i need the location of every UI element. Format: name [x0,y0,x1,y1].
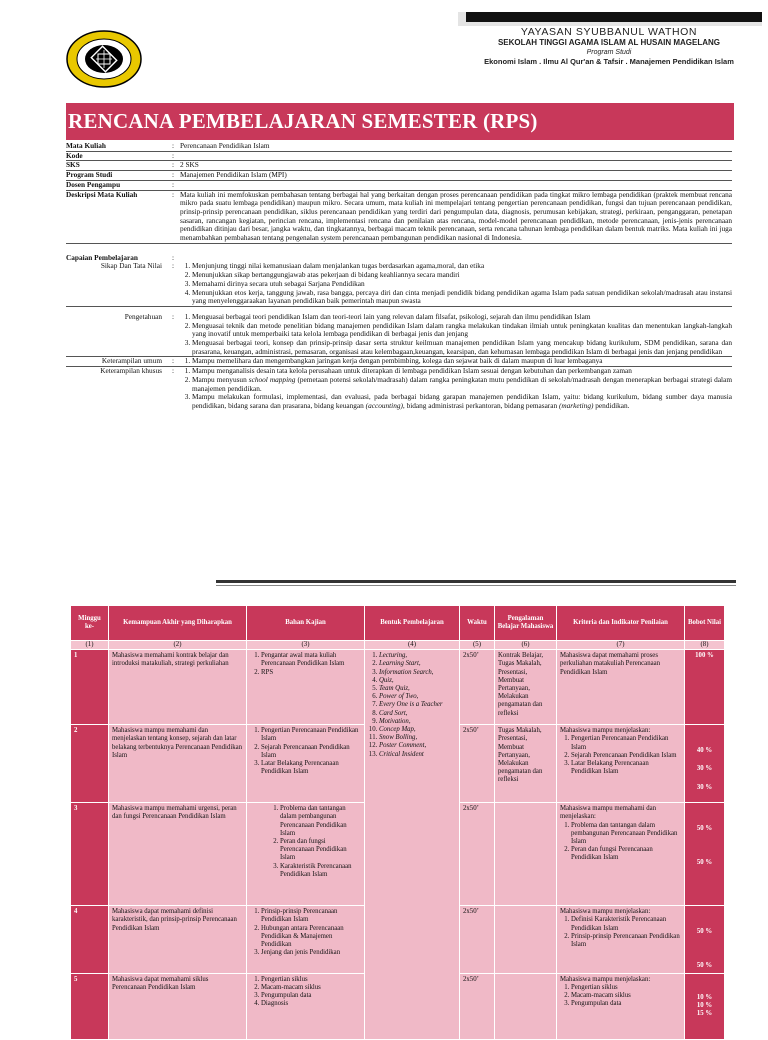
info-row-kode: Kode : [66,152,732,162]
list-item: 3. Jenjang dan jenis Pendidikan [261,949,361,957]
info-row-mata-kuliah: Mata Kuliah : Perencanaan Pendidikan Islam [66,142,732,152]
bobot-cell [685,650,725,725]
list-item [379,701,456,709]
kemampuan-cell: Mahasiswa mampu memahami dan menjelaskan tentang konsep, sejarah dan latar belakang terbentuknya Perencanaan Pendidikan Islam [109,725,247,803]
bobot-cell [685,973,725,1039]
column-header: Minggu ke- [71,606,109,641]
list-item: 1. Pengertian Perencanaan Pendidikan Islam [261,727,361,743]
list-item-text: Poster Comment, [379,742,427,750]
kriteria-cell [557,906,685,973]
column-header: Bobot Nilai [685,606,725,641]
bobot-value: 50 % [696,859,713,867]
column-number: (5) [460,641,495,650]
list-item: 3. Menguasai berbagai teori, konsep dan prinsip-prinsip dasar serta struktur keilmuan manajemen pendidikan Islam yang mencakup bidang kurikulum, SDM pendidikan, sarana dan prasarana, keuangan, administrasi, pemasaran, organisasi atau kelembagaan,keuangan, kearsipan, dan kehumasan lembaga pendidikan Islam di berbagai jenis dan jenjang pendidikan [192,339,732,356]
column-number: (7) [557,641,685,650]
info-row-capaian: Capaian Pembelajaran : [66,252,175,262]
bobot-cell [685,725,725,803]
pengalaman-cell: Kontrak Belajar, Tugas Makalah, Presentasi, Membuat Pertanyaan, Melakukan pengamatan dan refleksi [495,650,557,725]
sikap-list [180,262,732,306]
institution-logo [66,30,142,88]
list-item: 1. Pengertian siklus [261,976,361,984]
list-item-text: Every One is a Teacher [379,701,443,709]
column-number: (8) [685,641,725,650]
list-item: 2. Macam-macam siklus [261,984,361,992]
pengalaman-cell [495,973,557,1039]
list-item: 3. Mampu melakukan formulasi, implementasi, dan evaluasi, pada berbagai bidang garapan manajemen pendidikan Islam, yaitu: bidang kurikulum, bidang sumber daya manusia pendidikan, bidang sarana dan prasarana, bidang keuangan (accounting), bidang administrasi perkantoran, bidang pemasaran (marketing) pendidikan. [192,393,732,410]
kemampuan-cell: Mahasiswa memahami kontrak belajar dan introduksi matakuliah, strategi perkuliahan [109,650,247,725]
column-number: (6) [495,641,557,650]
list-item: 1. Mampu menganalisis desain tata kelola perusahaan untuk diterapkan di lembaga pendidikan Islam sesuai dengan kebutuhan dan perkembangan zaman [192,367,732,376]
bahan-cell [247,650,365,725]
list-item [379,726,456,734]
list-item [379,669,456,677]
list-item: 1. Prinsip-prinsip Perencanaan Pendidikan Islam [261,908,361,924]
column-number: (3) [247,641,365,650]
list-item [379,718,456,726]
info-row-deskripsi: Deskripsi Mata Kuliah : Mata kuliah ini memfokuskan pembahasan tentang berbagai hal yang berkaitan dengan proses perencanaan pendidikan pada tingkat mikro lembaga pendidikan (praktek membuat rencana mikro pada suatu lembaga pendidikan) maupun mikro. Secara umum, mata kuliah ini mempelajari tentang pengertian perencanaan pendidikan, fungsi dan tujuan perencanaan pendidikan, prinsip-prinsip perencanaan pendidikan, siklus perencanaan pendidikan yang terdiri dari pengumpulan data, diagnosis, perumusan kebijakan, strategi, perkiraan, penganggaran, penetapan sasaran, rancangan kegiatan, perincian rencana, implementasi rencana dan penilaian atas rencana, model-model perencanaan pendidikan, metode perencanaan, jenis-jenis perencanaan pendidikan ditinjau dari besar, jangka waktu, dan tingkatannya, berbagai macam teknik perencanaan, serta rencana tahunan lembaga pendidikan dalam bentuk matriks. Mata kuliah ini juga menambahkan pembahasan tentang pengenalan system perencanaan pembangunan pendidikan nasional di Indonesia. [66,189,732,243]
week-cell: 4 [71,906,109,973]
keterampilan-khusus-list [180,367,732,411]
list-item: 1. Problema dan tantangan dalam pembangunan Perencanaan Pendidikan Islam [280,805,361,838]
bahan-cell [247,973,365,1039]
table-number-row [71,641,725,650]
info-row-prodi: Program Studi : Manajemen Pendidikan Islam (MPI) [66,171,732,181]
kemampuan-cell: Mahasiswa dapat memahami definisi karakteristik, dan prinsip-prinsip Perencanaan Pendidikan Islam [109,906,247,973]
page-title: RENCANA PEMBELAJARAN SEMESTER (RPS) [66,103,734,140]
bobot-cell [685,906,725,973]
list-item [379,710,456,718]
list-item: 3. Karakteristik Perencanaan Pendidikan Islam [280,863,361,879]
bahan-cell [247,725,365,803]
info-row-ket-khusus: Keterampilan khusus : 1. Mampu menganalisis desain tata kelola perusahaan untuk diterapkan di lembaga pendidikan Islam sesuai dengan kebutuhan dan perkembangan zaman 2. Mampu menyusun school mapping (pemetaan potensi sekolah/madrasah) dalam rangka peningkatan mutu pendidikan di sekolah/madrasah dengan menerapkan berbagai strategi dalam manajemen pendidikan. 3. Mampu melakukan formulasi, implementasi, dan evaluasi, pada berbagai bidang garapan manajemen pendidikan Islam, yaitu: bidang kurikulum, bidang sumber daya manusia pendidikan, bidang sarana dan prasarana, bidang keuangan (accounting), bidang administrasi perkantoran, bidang pemasaran (marketing) pendidikan. [66,367,732,411]
column-header: Bahan Kajian [247,606,365,641]
info-row-pengetahuan: Pengetahuan : 1. Menguasai berbagai teori pendidikan Islam dan teori-teori lain yang relevan dalam filsafat, psikologi, sejarah dan ilmu pendidikan Islam 2. Menguasai teknik dan metode penelitian bidang manajemen pendidikan Islam dalam rangka melakukan tindakan ilmiah untuk peningkatan kualitas dan menentukan langkah-langkah yang inovatif untuk memperbaiki tata kelola lembaga pendidikan di berbagai jenis dan jenjang 3. Menguasai berbagai teori, konsep dan prinsip-prinsip dasar serta struktur keilmuan manajemen pendidikan Islam yang mencakup bidang kurikulum, SDM pendidikan, sarana dan prasarana, keuangan, administrasi, pemasaran, organisasi atau kelembagaan,keuangan, kearsipan, dan kehumasan lembaga pendidikan Islam di berbagai jenis dan jenjang pendidikan [66,313,732,358]
list-item-text: Snow Bolling, [379,734,418,742]
list-item-text: Concep Map, [379,726,416,734]
list-item: 3. Pengumpulan data [571,1000,681,1008]
list-item: 2. Mampu menyusun school mapping (pemetaan potensi sekolah/madrasah) dalam rangka peningkatan mutu pendidikan di sekolah/madrasah dengan menerapkan berbagai strategi dalam manajemen pendidikan. [192,376,732,393]
kriteria-text: Mahasiswa mampu menjelaskan: [560,908,651,916]
bobot-value: 100 % [695,652,714,660]
course-description: Mata kuliah ini memfokuskan pembahasan tentang berbagai hal yang berkaitan dengan proses perencanaan pendidikan pada tingkat mikro lembaga pendidikan (praktek membuat rencana mikro pada suatu lembaga pendidikan) maupun mikro. Secara umum, mata kuliah ini mempelajari tentang pengertian perencanaan pendidikan, fungsi dan tujuan perencanaan pendidikan, prinsip-prinsip perencanaan pendidikan, siklus perencanaan pendidikan yang terdiri dari pengumpulan data, diagnosis, perumusan kebijakan, strategi, perkiraan, penganggaran, penetapan sasaran, rancangan kegiatan, perincian rencana, implementasi rencana dan penilaian atas rencana, model-model perencanaan pendidikan, metode perencanaan, jenis-jenis perencanaan pendidikan ditinjau dari besar, jangka waktu, dan tingkatannya, berbagai macam teknik perencanaan, serta rencana tahunan lembaga pendidikan dalam bentuk matriks. Mata kuliah ini juga menambahkan pembahasan tentang pengenalan system perencanaan pembangunan pendidikan nasional di Indonesia. [180,189,732,243]
bobot-value: 30 % [696,765,713,773]
column-number: (1) [71,641,109,650]
list-item-text: Power of Two, [379,693,419,701]
section-divider [216,580,736,583]
kriteria-text: Mahasiswa dapat memahami proses perkuliahan matakuliah Perencanaan Pendidikan Islam [560,652,661,676]
list-item: 2. Prinsip-prinsip Perencanaan Pendidikan Islam [571,933,681,949]
list-item-text: Motivation, [379,717,411,725]
kriteria-cell [557,973,685,1039]
column-header: Waktu [460,606,495,641]
list-item [379,660,456,668]
kriteria-cell [557,803,685,906]
table-header-row [71,606,725,641]
column-header: Kriteria dan Indikator Penilaian [557,606,685,641]
kriteria-text: Mahasiswa mampu menjelaskan: [560,975,651,983]
bobot-value: 50 % [696,825,713,833]
list-item: 2. Menguasai teknik dan metode penelitian bidang manajemen pendidikan Islam dalam rangka melakukan tindakan ilmiah untuk peningkatan kualitas dan menentukan langkah-langkah yang inovatif untuk memperbaiki tata kelola lembaga pendidikan di berbagai jenis dan jenjang [192,322,732,339]
info-row-ket-umum: Keterampilan umum : 1. Mampu memelihara dan mengembangkan jaringan kerja dengan pembimbing, kolega dan sejawat baik di dalam maupun di luar lembaganya [66,357,732,367]
list-item: 2. Peran dan fungsi Perencanaan Pendidikan Islam [280,838,361,863]
info-row-dosen: Dosen Pengampu : [66,181,732,191]
bobot-value: 15 % [696,1010,713,1018]
list-item: 4. Diagnosis [261,1000,361,1008]
kriteria-text: Mahasiswa mampu menjelaskan: [560,727,651,735]
column-header: Kemampuan Akhir yang Diharapkan [109,606,247,641]
bahan-cell [247,803,365,906]
list-item: 4. Menunjukkan etos kerja, tanggung jawab, rasa bangga, percaya diri dan cinta menjadi pendidik bidang pendidikan agama Islam pada satuan pendidikan sekolah/madrasah atau instansi yang menyelenggaraakan layanan pendidikan baik pemerintah maupun swasta [192,289,732,306]
week-cell: 5 [71,973,109,1039]
info-row-sks: SKS : 2 SKS [66,161,732,171]
section-divider-thin [216,585,736,586]
info-row-sikap: Sikap Dan Tata Nilai : 1. Menjunjung tinggi nilai kemanusiaan dalam menjalankan tugas berdasarkan agama,moral, dan etika 2. Menunjukkan sikap bertanggungjawab atas pekerjaan di bidang keahliannya secara mandiri 3. Memahami dirinya secara utuh sebagai Sarjana Pendidikan 4. Menunjukkan etos kerja, tanggung jawab, rasa bangga, percaya diri dan cinta menjadi pendidik bidang pendidikan agama Islam pada satuan pendidikan sekolah/madrasah atau instansi yang menyelenggaraakan layanan pendidikan baik pemerintah maupun swasta [66,262,732,307]
list-item: 1. Pengantar awal mata kuliah Perencanaan Pendidikan Islam [261,652,361,668]
header-band [458,12,762,26]
list-item: 3. Pengumpulan data [261,992,361,1000]
week-cell: 2 [71,725,109,803]
list-item-text: Critical Insident [379,750,424,758]
pengalaman-cell [495,906,557,973]
course-info [66,142,732,411]
list-item-text: Card Sort, [379,709,408,717]
bobot-value: 50 % [696,962,713,970]
foundation-name: YAYASAN SYUBBANUL WATHON [520,26,698,38]
list-item: 2. Macam-macam siklus [571,992,681,1000]
list-item-text: Team Quiz, [379,685,410,693]
kriteria-cell [557,725,685,803]
list-item: 1. Menjunjung tinggi nilai kemanusiaan dalam menjalankan tugas berdasarkan agama,moral, dan etika [192,262,732,271]
list-item: 2. Hubungan antara Perencanaan Pendidikan & Manajemen Pendidikan [261,925,361,950]
list-item [379,742,456,750]
bobot-value: 30 % [696,783,713,791]
list-item [379,693,456,701]
waktu-cell: 2x50’ [460,973,495,1039]
list-item-text: Quiz, [379,676,394,684]
column-header: Bentuk Pembelajaran [365,606,460,641]
column-header: Pengalaman Belajar Mahasiswa [495,606,557,641]
program-list: Ekonomi Islam . Ilmu Al Qur'an & Tafsir . Manajemen Pendidikan Islam [484,57,734,66]
week-cell: 1 [71,650,109,725]
list-item: 2. Sejarah Perencanaan Pendidikan Islam [261,744,361,760]
list-item: 3. Latar Belakang Perencanaan Pendidikan Islam [261,760,361,776]
kriteria-cell [557,650,685,725]
bobot-value: 10 % [696,1001,713,1009]
list-item: 1. Menguasai berbagai teori pendidikan Islam dan teori-teori lain yang relevan dalam filsafat, psikologi, sejarah dan ilmu pendidikan Islam [192,313,732,322]
keterampilan-umum-list [180,357,732,366]
list-item-text: Learning Start, [379,660,421,668]
list-item: 1. Definisi Karakteristik Perencanaan Pendidikan Islam [571,916,681,932]
list-item: 1. Pengertian siklus [571,984,681,992]
list-item: 1. Mampu memelihara dan mengembangkan jaringan kerja dengan pembimbing, kolega dan sejawat baik di dalam maupun di luar lembaganya [192,357,732,366]
rps-table [70,605,725,1040]
program-label: Program Studi [586,49,632,56]
list-item [379,652,456,660]
list-item-text: Lecturing, [379,652,408,660]
list-item: 3. Latar Belakang Perencanaan Pendidikan Islam [571,760,681,776]
list-item [379,685,456,693]
column-number: (4) [365,641,460,650]
waktu-cell: 2x50’ [460,803,495,906]
list-item-text: Information Search, [379,668,434,676]
bobot-value: 40 % [696,747,713,755]
institution-header [450,26,768,67]
list-item [379,734,456,742]
bahan-cell [247,906,365,973]
bentuk-cell [365,650,460,1039]
list-item: 1. Pengertian Perencanaan Pendidikan Islam [571,735,681,751]
pengalaman-cell: Tugas Makalah, Presentasi, Membuat Pertanyaan, Melakukan pengamatan dan refleksi [495,725,557,803]
pengetahuan-list [180,313,732,357]
kemampuan-cell: Mahasiswa mampu memahami urgensi, peran dan fungsi Perencanaan Pendidikan Islam [109,803,247,906]
waktu-cell: 2x50’ [460,906,495,973]
table-body [71,650,725,1039]
pengalaman-cell [495,803,557,906]
bobot-cell [685,803,725,906]
list-item: 2. RPS [261,669,361,677]
list-item: 2. Menunjukkan sikap bertanggungjawab atas pekerjaan di bidang keahliannya secara mandiri [192,271,732,280]
kemampuan-cell: Mahasiswa dapat memahami siklus Perencanaan Pendidikan Islam [109,973,247,1039]
list-item: 2. Peran dan fungsi Perencanaan Pendidikan Islam [571,846,681,862]
list-item: 3. Memahami dirinya secara utuh sebagai Sarjana Pendidikan [192,280,732,289]
waktu-cell: 2x50’ [460,650,495,725]
list-item: 1. Problema dan tantangan dalam pembangunan Perencanaan Pendidikan Islam [571,822,681,847]
waktu-cell: 2x50’ [460,725,495,803]
table-row [71,650,725,725]
list-item: 2. Sejarah Perencanaan Pendidikan Islam [571,752,681,760]
column-number: (2) [109,641,247,650]
list-item [379,751,456,759]
kriteria-text: Mahasiswa mampu memahami dan menjelaskan: [560,805,657,821]
week-cell: 3 [71,803,109,906]
list-item [379,677,456,685]
bobot-value: 10 % [696,993,713,1001]
bobot-value: 50 % [696,928,713,936]
college-name: SEKOLAH TINGGI AGAMA ISLAM AL HUSAIN MAGELANG [497,38,721,47]
